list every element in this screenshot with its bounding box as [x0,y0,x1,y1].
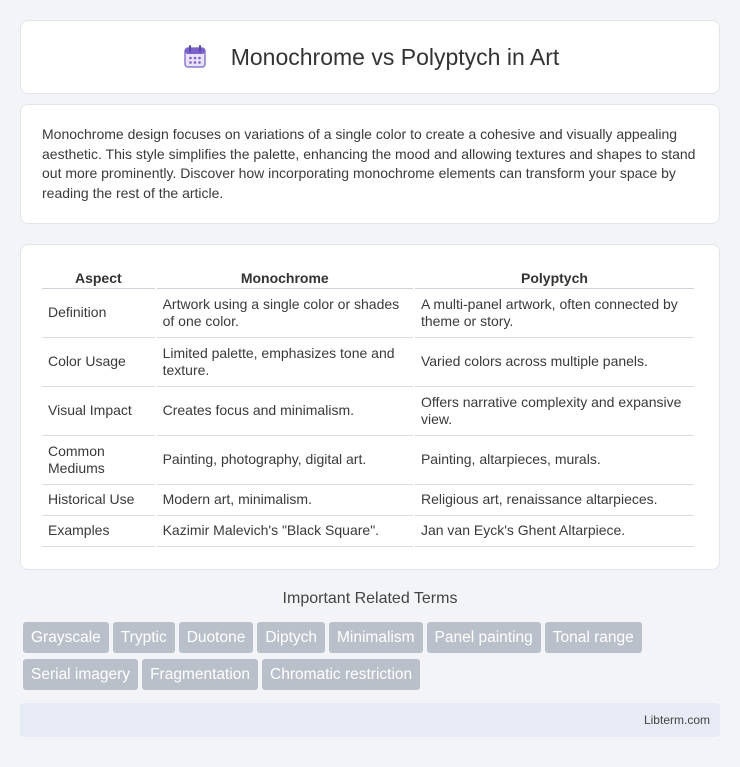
table-header-row [42,266,694,289]
page-title: Monochrome vs Polyptych in Art [230,43,560,70]
cell-aspect: Definition [42,289,155,338]
cell-monochrome: Creates focus and minimalism. [157,387,413,436]
related-term-tag[interactable]: Tonal range [545,622,642,653]
cell-polyptych: Painting, altarpieces, murals. [415,436,694,485]
cell-polyptych: A multi-panel artwork, often connected by theme or story. [415,289,694,338]
cell-polyptych: Offers narrative complexity and expansive view. [415,387,694,436]
table-row [42,516,694,547]
related-term-tag[interactable]: Panel painting [427,622,541,653]
footer [20,703,720,737]
related-term-tag[interactable]: Diptych [257,622,325,653]
cell-polyptych: Religious art, renaissance altarpieces. [415,485,694,516]
cell-monochrome: Painting, photography, digital art. [157,436,413,485]
table-row [42,289,694,338]
cell-aspect: Visual Impact [42,387,155,436]
related-term-tag[interactable]: Duotone [179,622,254,653]
cell-aspect: Historical Use [42,485,155,516]
table-row [42,338,694,387]
header-polyptych: Polyptych [415,266,694,289]
cell-aspect: Common Mediums [42,436,155,485]
cell-monochrome: Kazimir Malevich's "Black Square". [157,516,413,547]
header-monochrome: Monochrome [157,266,413,289]
cell-aspect: Examples [42,516,155,547]
cell-polyptych: Varied colors across multiple panels. [415,338,694,387]
calendar-icon [181,43,209,71]
header-aspect: Aspect [42,266,155,289]
comparison-card [20,244,720,570]
cell-monochrome: Limited palette, emphasizes tone and texture. [157,338,413,387]
cell-polyptych: Jan van Eyck's Ghent Altarpiece. [415,516,694,547]
table-row [42,436,694,485]
intro-card [20,104,720,224]
intro-text: Monochrome design focuses on variations of a single color to create a cohesive and visually appealing aesthetic. This style simplifies the palette, enhancing the mood and allowing textures and shapes to stand out more prominently. Discover how incorporating monochrome elements can transform your space by reading the rest of the article. [42,126,696,201]
cell-monochrome: Artwork using a single color or shades of one color. [157,289,413,338]
cell-monochrome: Modern art, minimalism. [157,485,413,516]
related-terms-list [23,622,723,696]
comparison-table [40,266,696,547]
table-row [42,387,694,436]
related-term-tag[interactable]: Minimalism [329,622,423,653]
related-term-tag[interactable]: Tryptic [113,622,175,653]
related-term-tag[interactable]: Chromatic restriction [262,659,420,690]
table-row [42,485,694,516]
title-card [20,20,720,94]
related-term-tag[interactable]: Grayscale [23,622,109,653]
related-terms-title: Important Related Terms [282,590,458,607]
footer-site-link[interactable]: Libterm.com [643,713,710,727]
related-term-tag[interactable]: Serial imagery [23,659,138,690]
cell-aspect: Color Usage [42,338,155,387]
related-term-tag[interactable]: Fragmentation [142,659,258,690]
